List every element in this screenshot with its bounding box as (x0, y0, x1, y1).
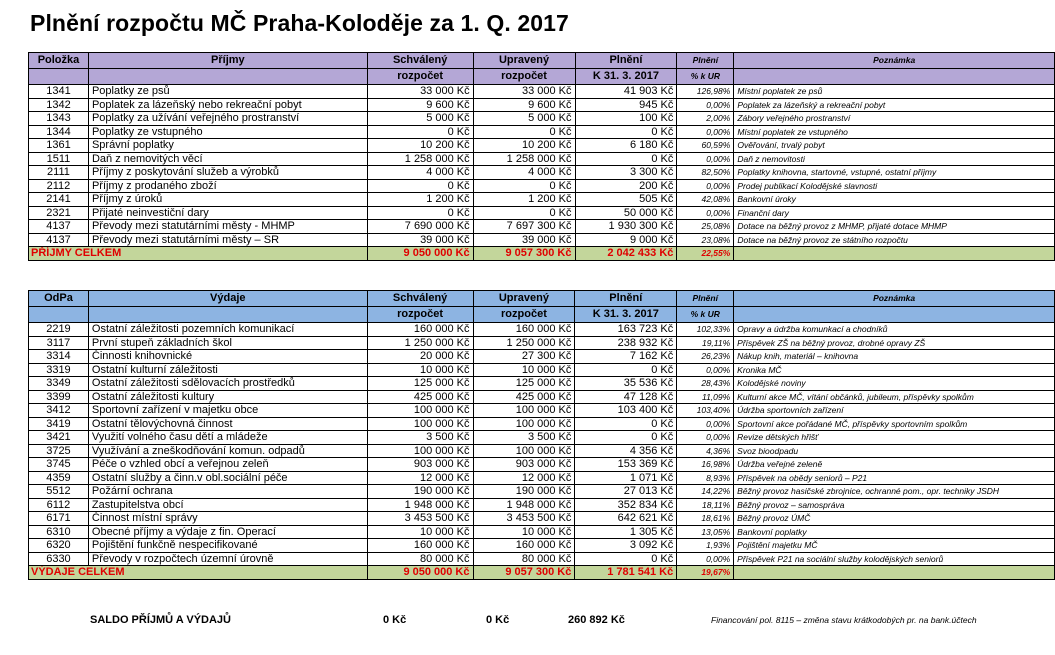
approved-budget: 80 000 Kč (367, 552, 473, 566)
table-row (29, 85, 1055, 99)
adjusted-budget: 10 200 Kč (473, 139, 575, 153)
income-table (28, 52, 1055, 261)
approved-budget: 1 258 000 Kč (367, 152, 473, 166)
note: Běžný provoz ÚMČ (734, 512, 1055, 526)
col-header-vydaje: Výdaje (88, 291, 367, 307)
adjusted-budget: 0 Kč (473, 179, 575, 193)
total-actual: 1 781 541 Kč (575, 566, 677, 580)
note: Pojištění majetku MČ (734, 539, 1055, 553)
adjusted-budget: 1 200 Kč (473, 193, 575, 207)
total-approved: 9 050 000 Kč (367, 247, 473, 261)
actual: 0 Kč (575, 152, 677, 166)
total-adjusted: 9 057 300 Kč (473, 247, 575, 261)
note: Bankovní poplatky (734, 525, 1055, 539)
col-header-note: Poznámka (734, 53, 1055, 69)
item-code: 4137 (29, 220, 89, 234)
item-code: 2112 (29, 179, 89, 193)
pct-of-adjusted: 0,00% (677, 98, 734, 112)
item-code: 3421 (29, 431, 89, 445)
approved-budget: 39 000 Kč (367, 233, 473, 247)
adjusted-budget: 7 697 300 Kč (473, 220, 575, 234)
item-name: Převody v rozpočtech územní úrovně (88, 552, 367, 566)
total-pct: 22,55% (677, 247, 734, 261)
item-code: 3349 (29, 377, 89, 391)
pct-of-adjusted: 0,00% (677, 152, 734, 166)
approved-budget: 160 000 Kč (367, 539, 473, 553)
approved-budget: 10 200 Kč (367, 139, 473, 153)
col-header-actual-sub: K 31. 3. 2017 (575, 69, 677, 85)
note: Poplatek za lázeňský a rekreační pobyt (734, 98, 1055, 112)
total-adjusted: 9 057 300 Kč (473, 566, 575, 580)
note: Bankovní úroky (734, 193, 1055, 207)
col-header-pct-sub: % k UR (677, 69, 734, 85)
approved-budget: 425 000 Kč (367, 390, 473, 404)
table-row (29, 233, 1055, 247)
total-note (734, 247, 1055, 261)
note: Daň z nemovitosti (734, 152, 1055, 166)
note: Sportovní akce pořádané MČ, příspěvky sportovním spolkům (734, 417, 1055, 431)
total-note (734, 566, 1055, 580)
table-row (29, 166, 1055, 180)
table-row (29, 390, 1055, 404)
approved-budget: 9 600 Kč (367, 98, 473, 112)
note: Kolodějské noviny (734, 377, 1055, 391)
table-row (29, 417, 1055, 431)
item-name: Přijaté neinvestiční dary (88, 206, 367, 220)
approved-budget: 3 453 500 Kč (367, 512, 473, 526)
note: Běžný provoz – samospráva (734, 498, 1055, 512)
col-header-note: Poznámka (734, 291, 1055, 307)
item-code: 3725 (29, 444, 89, 458)
col-header-pct: Plnění (677, 53, 734, 69)
col-header-actual: Plnění (575, 53, 677, 69)
actual: 3 092 Kč (575, 539, 677, 553)
actual: 642 621 Kč (575, 512, 677, 526)
actual: 7 162 Kč (575, 350, 677, 364)
item-code: 1511 (29, 152, 89, 166)
approved-budget: 20 000 Kč (367, 350, 473, 364)
actual: 4 356 Kč (575, 444, 677, 458)
actual: 0 Kč (575, 552, 677, 566)
approved-budget: 100 000 Kč (367, 417, 473, 431)
note: Revize dětských hřišť (734, 431, 1055, 445)
col-header-approved: Schválený (367, 53, 473, 69)
saldo-label: SALDO PŘÍJMŮ A VÝDAJŮ (90, 614, 231, 626)
item-name: Činnost místní správy (88, 512, 367, 526)
table-row (29, 431, 1055, 445)
pct-of-adjusted: 26,23% (677, 350, 734, 364)
item-name: Příjmy z poskytování služeb a výrobků (88, 166, 367, 180)
adjusted-budget: 33 000 Kč (473, 85, 575, 99)
col-header-pct: Plnění (677, 291, 734, 307)
table-row (29, 552, 1055, 566)
saldo-actual: 260 892 Kč (568, 614, 625, 626)
note: Kronika MČ (734, 363, 1055, 377)
item-code: 6330 (29, 552, 89, 566)
pct-of-adjusted: 2,00% (677, 112, 734, 126)
item-code: 1341 (29, 85, 89, 99)
actual: 103 400 Kč (575, 404, 677, 418)
col-header-pct-sub: % k UR (677, 307, 734, 323)
pct-of-adjusted: 102,33% (677, 323, 734, 337)
pct-of-adjusted: 8,93% (677, 471, 734, 485)
approved-budget: 7 690 000 Kč (367, 220, 473, 234)
item-name: Ostatní kulturní záležitosti (88, 363, 367, 377)
table-row (29, 350, 1055, 364)
actual: 238 932 Kč (575, 336, 677, 350)
adjusted-budget: 903 000 Kč (473, 458, 575, 472)
actual: 6 180 Kč (575, 139, 677, 153)
approved-budget: 903 000 Kč (367, 458, 473, 472)
income-header-row-2 (29, 69, 1055, 85)
pct-of-adjusted: 60,59% (677, 139, 734, 153)
expense-table (28, 290, 1055, 580)
table-row (29, 98, 1055, 112)
pct-of-adjusted: 18,11% (677, 498, 734, 512)
actual: 1 305 Kč (575, 525, 677, 539)
approved-budget: 1 948 000 Kč (367, 498, 473, 512)
approved-budget: 190 000 Kč (367, 485, 473, 499)
item-name: Příjmy z prodaného zboží (88, 179, 367, 193)
col-header-adjusted: Upravený (473, 53, 575, 69)
item-name: Využívání a zneškodňování komun. odpadů (88, 444, 367, 458)
item-name: Poplatky ze psů (88, 85, 367, 99)
col-header-blank (734, 69, 1055, 85)
col-header-approved-sub: rozpočet (367, 69, 473, 85)
table-row (29, 152, 1055, 166)
note: Svoz bioodpadu (734, 444, 1055, 458)
item-code: 3319 (29, 363, 89, 377)
item-code: 6320 (29, 539, 89, 553)
note: Údržba sportovních zařízení (734, 404, 1055, 418)
item-code: 3412 (29, 404, 89, 418)
actual: 0 Kč (575, 125, 677, 139)
note: Ověřování, trvalý pobyt (734, 139, 1055, 153)
note: Místní poplatek ze psů (734, 85, 1055, 99)
note: Nákup knih, materiál – knihovna (734, 350, 1055, 364)
item-name: Příjmy z úroků (88, 193, 367, 207)
note: Údržba veřejné zeleně (734, 458, 1055, 472)
note: Poplatky knihovna, startovné, vstupné, ostatní příjmy (734, 166, 1055, 180)
page-title: Plnění rozpočtu MČ Praha-Koloděje za 1. Q. 2017 (30, 10, 569, 36)
note: Příspěvek na obědy seniorů – P21 (734, 471, 1055, 485)
saldo-adjusted: 0 Kč (486, 614, 510, 626)
actual: 41 903 Kč (575, 85, 677, 99)
item-name: Daň z nemovitých věcí (88, 152, 367, 166)
approved-budget: 33 000 Kč (367, 85, 473, 99)
item-code: 1361 (29, 139, 89, 153)
pct-of-adjusted: 0,00% (677, 431, 734, 445)
col-header-approved: Schválený (367, 291, 473, 307)
table-row (29, 193, 1055, 207)
total-actual: 2 042 433 Kč (575, 247, 677, 261)
approved-budget: 160 000 Kč (367, 323, 473, 337)
actual: 200 Kč (575, 179, 677, 193)
item-name: Ostatní služby a činn.v obl.sociální péče (88, 471, 367, 485)
adjusted-budget: 160 000 Kč (473, 539, 575, 553)
item-code: 2141 (29, 193, 89, 207)
item-name: Ostatní záležitosti pozemních komunikací (88, 323, 367, 337)
table-row (29, 206, 1055, 220)
item-code: 3419 (29, 417, 89, 431)
item-code: 1343 (29, 112, 89, 126)
item-name: Sportovní zařízení v majetku obce (88, 404, 367, 418)
note: Prodej publikací Kolodějské slavnosti (734, 179, 1055, 193)
saldo-approved: 0 Kč (383, 614, 407, 626)
approved-budget: 4 000 Kč (367, 166, 473, 180)
item-code: 3117 (29, 336, 89, 350)
table-row (29, 485, 1055, 499)
item-name: První stupeň základních škol (88, 336, 367, 350)
table-row (29, 525, 1055, 539)
item-code: 6112 (29, 498, 89, 512)
item-name: Zastupitelstva obcí (88, 498, 367, 512)
item-code: 2111 (29, 166, 89, 180)
col-header-blank (88, 307, 367, 323)
pct-of-adjusted: 0,00% (677, 206, 734, 220)
col-header-adjusted-sub: rozpočet (473, 69, 575, 85)
adjusted-budget: 39 000 Kč (473, 233, 575, 247)
col-header-odpa: OdPa (29, 291, 89, 307)
actual: 47 128 Kč (575, 390, 677, 404)
pct-of-adjusted: 13,05% (677, 525, 734, 539)
col-header-actual: Plnění (575, 291, 677, 307)
actual: 163 723 Kč (575, 323, 677, 337)
pct-of-adjusted: 23,08% (677, 233, 734, 247)
item-code: 4137 (29, 233, 89, 247)
col-header-blank (734, 307, 1055, 323)
table-row (29, 220, 1055, 234)
adjusted-budget: 0 Kč (473, 206, 575, 220)
table-row (29, 125, 1055, 139)
total-pct: 19,67% (677, 566, 734, 580)
approved-budget: 0 Kč (367, 179, 473, 193)
note: Běžný provoz hasičské zbrojnice, ochranné pom., opr. techniky JSDH (734, 485, 1055, 499)
table-row (29, 336, 1055, 350)
item-name: Ostatní záležitosti sdělovacích prostředků (88, 377, 367, 391)
pct-of-adjusted: 1,93% (677, 539, 734, 553)
pct-of-adjusted: 4,36% (677, 444, 734, 458)
table-row (29, 444, 1055, 458)
adjusted-budget: 160 000 Kč (473, 323, 575, 337)
pct-of-adjusted: 11,09% (677, 390, 734, 404)
pct-of-adjusted: 25,08% (677, 220, 734, 234)
table-row (29, 323, 1055, 337)
adjusted-budget: 10 000 Kč (473, 525, 575, 539)
pct-of-adjusted: 82,50% (677, 166, 734, 180)
item-code: 3745 (29, 458, 89, 472)
adjusted-budget: 100 000 Kč (473, 404, 575, 418)
item-name: Obecné příjmy a výdaje z fin. Operací (88, 525, 367, 539)
pct-of-adjusted: 28,43% (677, 377, 734, 391)
adjusted-budget: 1 250 000 Kč (473, 336, 575, 350)
pct-of-adjusted: 0,00% (677, 179, 734, 193)
item-code: 6310 (29, 525, 89, 539)
actual: 0 Kč (575, 431, 677, 445)
item-name: Požární ochrana (88, 485, 367, 499)
adjusted-budget: 80 000 Kč (473, 552, 575, 566)
pct-of-adjusted: 103,40% (677, 404, 734, 418)
actual: 0 Kč (575, 417, 677, 431)
table-row (29, 471, 1055, 485)
item-code: 4359 (29, 471, 89, 485)
note: Finanční dary (734, 206, 1055, 220)
col-header-polozka: Položka (29, 53, 89, 69)
col-header-approved-sub: rozpočet (367, 307, 473, 323)
item-code: 1342 (29, 98, 89, 112)
pct-of-adjusted: 0,00% (677, 363, 734, 377)
approved-budget: 1 250 000 Kč (367, 336, 473, 350)
adjusted-budget: 3 500 Kč (473, 431, 575, 445)
adjusted-budget: 100 000 Kč (473, 417, 575, 431)
col-header-prijmy: Příjmy (88, 53, 367, 69)
actual: 50 000 Kč (575, 206, 677, 220)
item-name: Ostatní tělovýchovná činnost (88, 417, 367, 431)
actual: 352 834 Kč (575, 498, 677, 512)
actual: 1 930 300 Kč (575, 220, 677, 234)
approved-budget: 10 000 Kč (367, 525, 473, 539)
note: Zábory veřejného prostranství (734, 112, 1055, 126)
income-header-row (29, 53, 1055, 69)
expense-header-row (29, 291, 1055, 307)
adjusted-budget: 12 000 Kč (473, 471, 575, 485)
pct-of-adjusted: 16,98% (677, 458, 734, 472)
item-name: Poplatky za užívání veřejného prostranství (88, 112, 367, 126)
table-row (29, 404, 1055, 418)
total-row (29, 247, 1055, 261)
actual: 945 Kč (575, 98, 677, 112)
adjusted-budget: 4 000 Kč (473, 166, 575, 180)
adjusted-budget: 1 948 000 Kč (473, 498, 575, 512)
actual: 27 013 Kč (575, 485, 677, 499)
approved-budget: 0 Kč (367, 125, 473, 139)
pct-of-adjusted: 0,00% (677, 125, 734, 139)
adjusted-budget: 27 300 Kč (473, 350, 575, 364)
table-row (29, 112, 1055, 126)
item-name: Převody mezi statutárními městy – SR (88, 233, 367, 247)
total-label: VÝDAJE CELKEM (29, 566, 368, 580)
approved-budget: 100 000 Kč (367, 404, 473, 418)
item-code: 5512 (29, 485, 89, 499)
item-name: Poplatek za lázeňský nebo rekreační pobyt (88, 98, 367, 112)
approved-budget: 10 000 Kč (367, 363, 473, 377)
item-code: 2219 (29, 323, 89, 337)
total-row (29, 566, 1055, 580)
table-row (29, 498, 1055, 512)
col-header-adjusted-sub: rozpočet (473, 307, 575, 323)
actual: 35 536 Kč (575, 377, 677, 391)
actual: 100 Kč (575, 112, 677, 126)
col-header-blank (29, 69, 89, 85)
adjusted-budget: 0 Kč (473, 125, 575, 139)
pct-of-adjusted: 14,22% (677, 485, 734, 499)
pct-of-adjusted: 126,98% (677, 85, 734, 99)
adjusted-budget: 1 258 000 Kč (473, 152, 575, 166)
approved-budget: 1 200 Kč (367, 193, 473, 207)
pct-of-adjusted: 18,61% (677, 512, 734, 526)
adjusted-budget: 3 453 500 Kč (473, 512, 575, 526)
adjusted-budget: 190 000 Kč (473, 485, 575, 499)
pct-of-adjusted: 0,00% (677, 417, 734, 431)
adjusted-budget: 9 600 Kč (473, 98, 575, 112)
item-name: Převody mezi statutárními městy - MHMP (88, 220, 367, 234)
approved-budget: 125 000 Kč (367, 377, 473, 391)
col-header-blank (29, 307, 89, 323)
expense-header-row-2 (29, 307, 1055, 323)
approved-budget: 100 000 Kč (367, 444, 473, 458)
table-row (29, 458, 1055, 472)
item-name: Správní poplatky (88, 139, 367, 153)
adjusted-budget: 10 000 Kč (473, 363, 575, 377)
note: Dotace na běžný provoz z MHMP, přijaté dotace MHMP (734, 220, 1055, 234)
actual: 3 300 Kč (575, 166, 677, 180)
note: Opravy a údržba komunkací a chodníků (734, 323, 1055, 337)
approved-budget: 5 000 Kč (367, 112, 473, 126)
item-code: 6171 (29, 512, 89, 526)
actual: 9 000 Kč (575, 233, 677, 247)
item-name: Pojištění funkčně nespecifikované (88, 539, 367, 553)
adjusted-budget: 5 000 Kč (473, 112, 575, 126)
total-label: PŘÍJMY CELKEM (29, 247, 368, 261)
total-approved: 9 050 000 Kč (367, 566, 473, 580)
table-row (29, 377, 1055, 391)
actual: 505 Kč (575, 193, 677, 207)
table-row (29, 539, 1055, 553)
table-row (29, 179, 1055, 193)
actual: 153 369 Kč (575, 458, 677, 472)
item-name: Ostatní záležitosti kultury (88, 390, 367, 404)
actual: 0 Kč (575, 363, 677, 377)
item-name: Činnosti knihovnické (88, 350, 367, 364)
table-row (29, 512, 1055, 526)
item-code: 1344 (29, 125, 89, 139)
item-code: 3314 (29, 350, 89, 364)
approved-budget: 12 000 Kč (367, 471, 473, 485)
approved-budget: 3 500 Kč (367, 431, 473, 445)
note: Příspěvek P21 na sociální služby kolodějských seniorů (734, 552, 1055, 566)
approved-budget: 0 Kč (367, 206, 473, 220)
item-name: Poplatky ze vstupného (88, 125, 367, 139)
note: Kulturní akce MČ, vítání občánků, jubileum, příspěvky spolkům (734, 390, 1055, 404)
note: Dotace na běžný provoz ze státního rozpočtu (734, 233, 1055, 247)
pct-of-adjusted: 19,11% (677, 336, 734, 350)
col-header-adjusted: Upravený (473, 291, 575, 307)
col-header-actual-sub: K 31. 3. 2017 (575, 307, 677, 323)
item-code: 3399 (29, 390, 89, 404)
adjusted-budget: 425 000 Kč (473, 390, 575, 404)
item-name: Využití volného času dětí a mládeže (88, 431, 367, 445)
adjusted-budget: 125 000 Kč (473, 377, 575, 391)
actual: 1 071 Kč (575, 471, 677, 485)
table-row (29, 363, 1055, 377)
item-code: 2321 (29, 206, 89, 220)
item-name: Péče o vzhled obcí a veřejnou zeleň (88, 458, 367, 472)
col-header-blank (88, 69, 367, 85)
note: Místní poplatek ze vstupného (734, 125, 1055, 139)
saldo-note: Financování pol. 8115 – změna stavu krátkodobých pr. na bank.účtech (711, 615, 977, 625)
table-row (29, 139, 1055, 153)
adjusted-budget: 100 000 Kč (473, 444, 575, 458)
pct-of-adjusted: 0,00% (677, 552, 734, 566)
note: Příspěvek ZŠ na běžný provoz, drobné opravy ZŠ (734, 336, 1055, 350)
pct-of-adjusted: 42,08% (677, 193, 734, 207)
